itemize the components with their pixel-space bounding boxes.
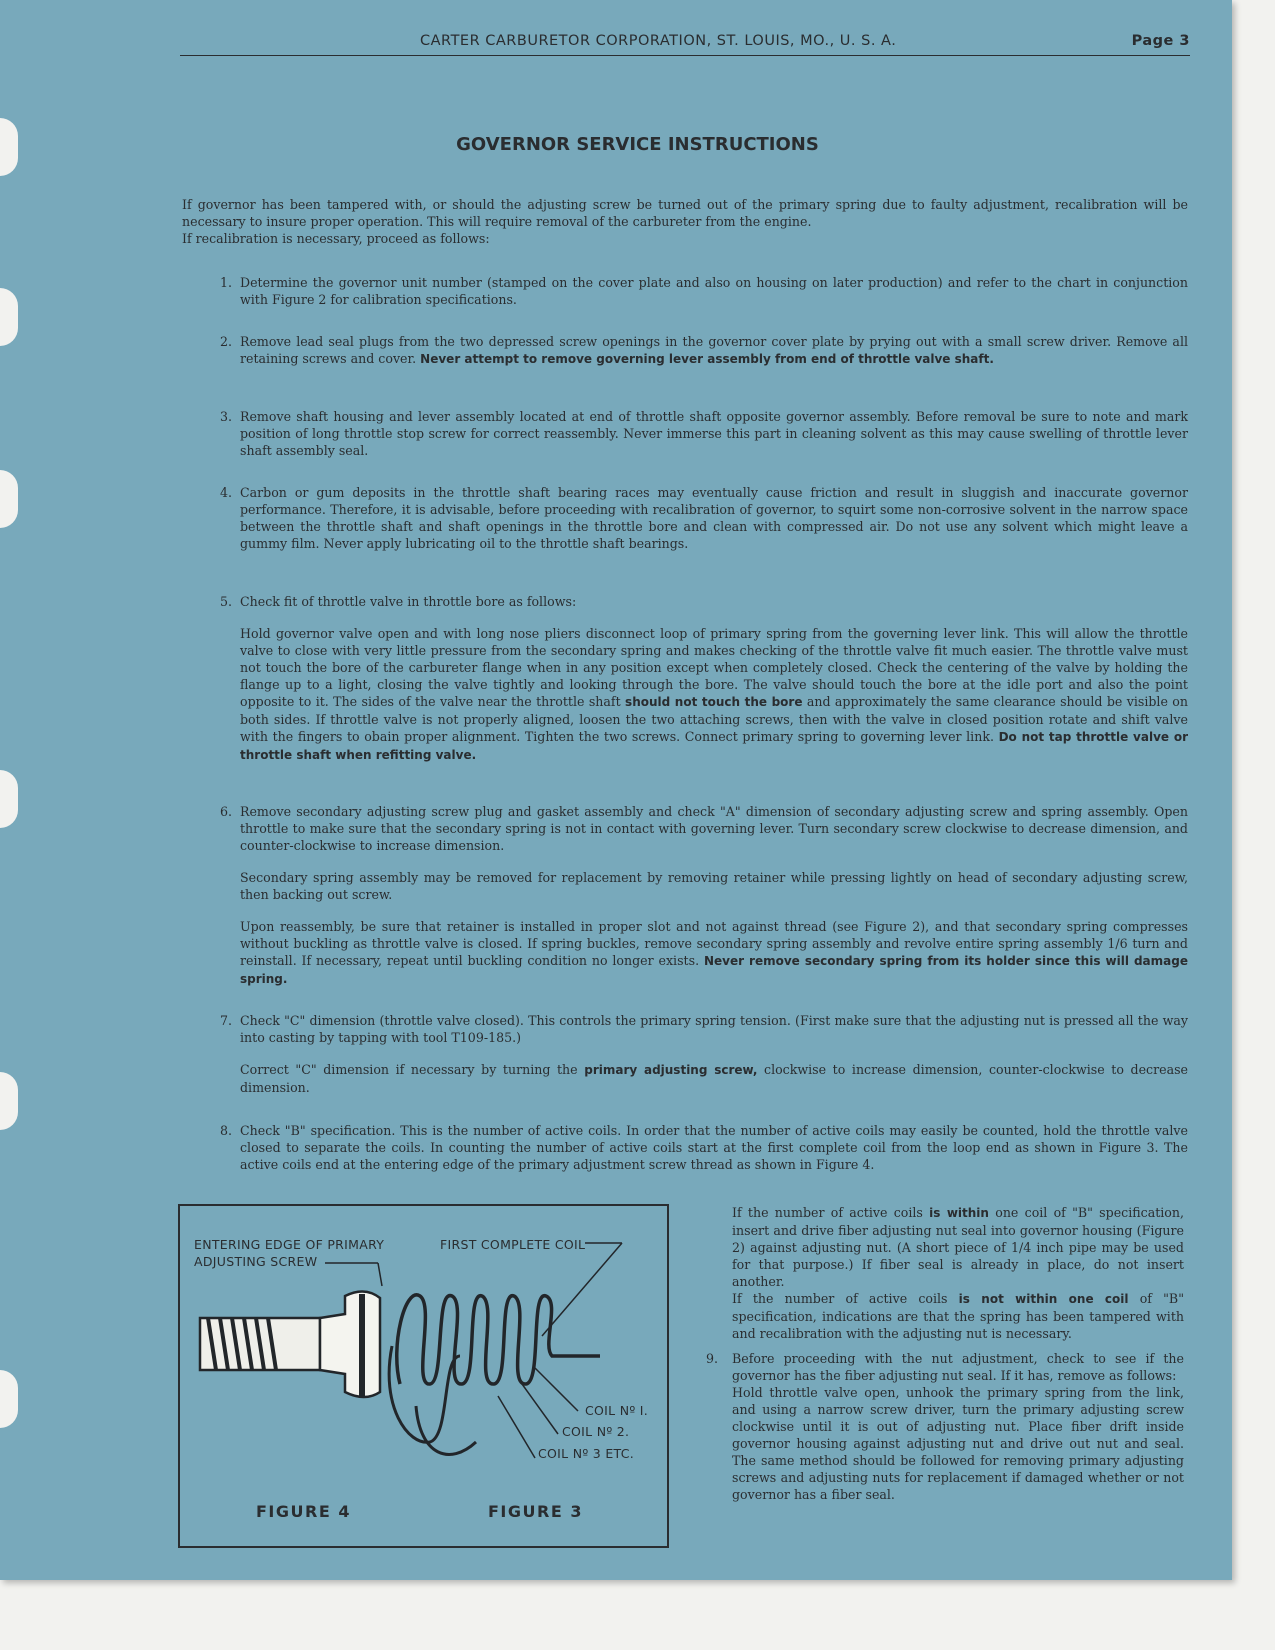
step-text: Carbon or gum deposits in the throttle shaft bearing races may eventually cause friction and result in sluggish and inaccurate governor performance. Therefore, it is advisable, before proceeding with recalibration of governor, to squirt some non-corrosive solvent in the narrow space between the throttle shaft and shaft openings in the throttle bore and clean with compressed air. Do not use any solvent which might leave a gummy film. Never apply lubricating oil to the throttle shaft bearings. (240, 485, 1188, 551)
page-number: Page 3 (1131, 33, 1190, 49)
page-header (180, 33, 1190, 56)
step-emphasis: primary adjusting screw, (584, 1063, 758, 1077)
label-coil-1: COIL Nº I. (585, 1403, 649, 1418)
step-number: 4. (219, 485, 232, 500)
para-text: one coil of "B" specification, insert and drive fiber adjusting nut seal into governor housing (Figure 2) against adjusting nut. (A short piece of 1/4 inch pipe may be used for that purpose.) If fiber seal is already in place, do not insert another. (732, 1205, 1184, 1289)
step-body: and approximately the same clearance should be visible on both sides. If throttle valve is not properly aligned, loosen the two attaching screws, then with the valve in closed position rotate and shift valve with the fingers to obain proper alignment. Tighten the two screws. Connect primary spring to governing lever link. (240, 694, 1188, 744)
para-emphasis: is within (929, 1206, 989, 1220)
step-warning: Never attempt to remove governing lever assembly from end of throttle valve shaft. (420, 352, 994, 366)
para-text: of "B" specification, indications are that the spring has been tampered with and recalibration with the adjusting nut is necessary. (732, 1291, 1184, 1341)
step-warning: Do not tap throttle valve or throttle shaft when refitting valve. (240, 730, 1188, 762)
step-body: Hold governor valve open and with long nose pliers disconnect loop of primary spring from the governing lever link. This will allow the throttle valve to close with very little pressure from the secondary spring and makes checking of the throttle valve fit much easier. The throttle valve must not touch the bore of the carbureter flange when in any position except when completely closed. Check the centering of the valve by holding the flange up to a light, closing the valve tightly and looking through the bore. The valve should touch the bore at the idle port and also the point opposite to it. The sides of the valve near the throttle shaft (240, 626, 1188, 709)
step-number: 1. (219, 275, 232, 290)
step-number: 8. (219, 1123, 232, 1138)
step-text: Remove shaft housing and lever assembly located at end of throttle shaft opposite governor assembly. Before removal be sure to note and mark position of long throttle stop screw for correct reassembly. Never immerse this part in cleaning solvent as this may cause swelling of throttle lever shaft assembly seal. (240, 409, 1188, 458)
label-adjusting-screw: ADJUSTING SCREW (194, 1254, 318, 1269)
label-coil-3: COIL Nº 3 ETC. (538, 1446, 635, 1461)
step-number: 2. (219, 334, 232, 349)
label-coil-2: COIL Nº 2. (562, 1424, 630, 1439)
step-body: clockwise to increase dimension, counter-clockwise to decrease dimension. (240, 1062, 1188, 1095)
label-first-complete-coil: FIRST COMPLETE COIL (440, 1237, 586, 1252)
binder-hole (0, 1370, 18, 1428)
binder-hole (0, 470, 18, 528)
step-warning: Never remove secondary spring from its holder since this will damage spring. (240, 954, 1188, 986)
label-entering-edge: ENTERING EDGE OF PRIMARY (194, 1237, 385, 1252)
intro-text: If governor has been tampered with, or should the adjusting screw be turned out of the primary spring due to faulty adjustment, recalibration will be necessary to insure proper operation. This will require removal of the carbureter from the engine. (182, 197, 1188, 229)
step-5 (210, 593, 1188, 764)
figure-box (178, 1204, 669, 1548)
step-6 (210, 803, 1188, 988)
step-body: Remove lead seal plugs from the two depressed screw openings in the governor cover plate by prying out with a small screw driver. Remove all retaining screws and cover. (240, 334, 1188, 366)
step-1 (210, 274, 1188, 308)
step-text: Remove secondary adjusting screw plug and gasket assembly and check "A" dimension of secondary adjusting screw and spring assembly. Open throttle to make sure that the secondary spring is not in contact with governing lever. Turn secondary screw clockwise to decrease dimension, and counter-clockwise to increase dimension. (240, 804, 1188, 853)
step-body: Correct "C" dimension if necessary by turning the (240, 1062, 578, 1077)
step-subparagraph (240, 918, 1188, 988)
step-subparagraph: Secondary spring assembly may be removed for replacement by removing retainer while pressing lightly on head of secondary adjusting screw, then backing out screw. (240, 870, 1188, 902)
step-number: 3. (219, 409, 232, 424)
paragraph-not-within (732, 1290, 1184, 1342)
step-9 (706, 1350, 1184, 1503)
step-emphasis: should not touch the bore (625, 695, 803, 709)
step-body: Upon reassembly, be sure that retainer is installed in proper slot and not against thread (see Figure 2), and that secondary spring compresses without buckling as throttle valve is closed. If spring buckles, remove secondary spring assembly and revolve entire spring assembly 1/6 turn and reinstall. If necessary, repeat until buckling condition no longer exists. (240, 919, 1188, 968)
step-text: Hold throttle valve open, unhook the primary spring from the link, and using a narrow screw driver, turn the primary adjusting screw clockwise until it is out of adjusting nut. Place fiber drift inside governor housing against adjusting nut and drive out nut and seal. The same method should be followed for removing primary adjusting screws and adjusting nuts for replacement if damaged whether or not governor has a fiber seal. (732, 1385, 1184, 1502)
step-subparagraph (240, 1061, 1188, 1096)
company-name: CARTER CARBURETOR CORPORATION, ST. LOUIS, MO., U. S. A. (420, 33, 897, 49)
step-text: Determine the governor unit number (stamped on the cover plate and also on housing on later production) and refer to the chart in conjunction with Figure 2 for calibration specifications. (240, 275, 1188, 307)
step-number: 9. (706, 1351, 719, 1366)
step-2 (210, 333, 1188, 368)
paragraph-within (732, 1204, 1184, 1290)
step-7 (210, 1012, 1188, 1096)
step-text: Check fit of throttle valve in throttle bore as follows: (240, 594, 577, 609)
intro-paragraph (182, 196, 1188, 247)
binder-hole (0, 288, 18, 346)
figure-4-caption: FIGURE 4 (256, 1502, 351, 1521)
step-text: Check "B" specification. This is the number of active coils. In order that the number of active coils may easily be counted, hold the throttle valve closed to separate the coils. In counting the number of active coils start at the first complete coil from the loop end as shown in Figure 3. The active coils end at the entering edge of the primary adjustment screw thread as shown in Figure 4. (240, 1123, 1188, 1172)
step-subparagraph (240, 625, 1188, 764)
step-number: 5. (219, 594, 232, 609)
step-number: 7. (219, 1013, 232, 1028)
figure-3-caption: FIGURE 3 (488, 1502, 583, 1521)
para-emphasis: is not within one coil (958, 1292, 1129, 1306)
step-text: Before proceeding with the nut adjustment, check to see if the governor has the fiber adjusting nut seal. If it has, remove as follows: (732, 1351, 1184, 1383)
para-text: If the number of active coils (732, 1205, 923, 1220)
step-number: 6. (219, 804, 232, 819)
step-text: Check "C" dimension (throttle valve closed). This controls the primary spring tension. (First make sure that the adjusting nut is pressed all the way into casting by tapping with tool T109-185.) (240, 1013, 1188, 1045)
right-column-text (706, 1204, 1184, 1503)
step-3 (210, 408, 1188, 459)
step-8 (210, 1122, 1188, 1173)
binder-hole (0, 770, 18, 828)
para-text: If the number of active coils (732, 1291, 948, 1306)
binder-hole (0, 1072, 18, 1130)
step-text (240, 333, 1188, 368)
page-title: GOVERNOR SERVICE INSTRUCTIONS (456, 134, 819, 155)
step-4 (210, 484, 1188, 552)
intro-text: If recalibration is necessary, proceed as follows: (182, 231, 490, 246)
